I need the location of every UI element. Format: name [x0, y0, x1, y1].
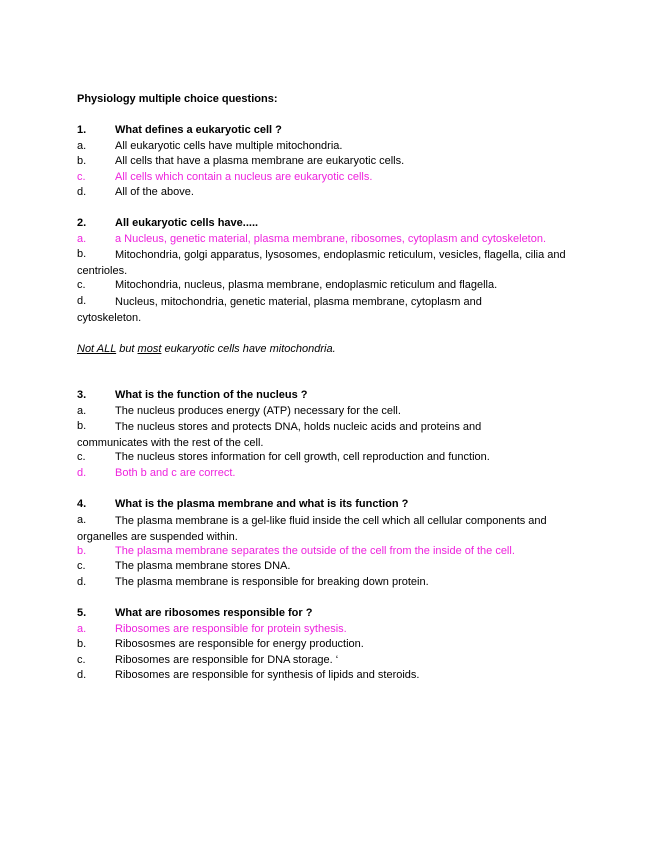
option-letter: c. — [77, 654, 86, 666]
option-letter: b. — [77, 248, 87, 260]
option-letter-correct: a. — [77, 623, 87, 635]
option-letter: d. — [77, 186, 87, 198]
option-text: The nucleus stores information for cell growth, cell reproduction and function. — [115, 451, 490, 463]
note-text: eukaryotic cells have mitochondria. — [161, 343, 336, 355]
option-letter: a. — [77, 140, 87, 152]
question-number: 5. — [77, 607, 87, 619]
option-text: Mitochondria, golgi apparatus, lysosomes, endoplasmic reticulum, vesicles, flagella, cilia and centrioles. — [77, 249, 566, 277]
option-text: Mitochondria, nucleus, plasma membrane, endoplasmic reticulum and flagella. — [115, 279, 498, 291]
option-letter: c. — [77, 560, 86, 572]
page-title: Physiology multiple choice questions: — [77, 93, 278, 105]
option-text-correct: Ribosomes are responsible for protein sythesis. — [115, 623, 347, 635]
question-number: 1. — [77, 124, 87, 136]
note-text: but — [116, 343, 138, 355]
question-number: 4. — [77, 498, 87, 510]
option-text-correct: Both b and c are correct. — [115, 467, 236, 479]
option-text: Ribosomes are responsible for DNA storage. ‘ — [115, 654, 339, 666]
option-letter-correct: d. — [77, 467, 87, 479]
option-letter: c. — [77, 451, 86, 463]
option-letter-correct: a. — [77, 233, 87, 245]
option-text: All cells that have a plasma membrane are eukaryotic cells. — [115, 155, 405, 167]
option-letter-correct: c. — [77, 171, 86, 183]
option-text: The nucleus produces energy (ATP) necessary for the cell. — [115, 405, 401, 417]
question-text: What is the plasma membrane and what is its function ? — [115, 498, 409, 510]
question-text: What defines a eukaryotic cell ? — [115, 124, 282, 136]
option-text: The nucleus stores and protects DNA, holds nucleic acids and proteins and communicates with the rest of the cell. — [77, 421, 482, 449]
option-letter: d. — [77, 576, 87, 588]
option-letter: d. — [77, 669, 87, 681]
option-letter: d. — [77, 295, 87, 307]
option-letter: b. — [77, 638, 87, 650]
question-number: 2. — [77, 217, 87, 229]
option-text: The plasma membrane stores DNA. — [115, 560, 291, 572]
note-underlined: Not ALL — [77, 343, 117, 355]
option-text: Ribosomes are responsible for synthesis of lipids and steroids. — [115, 669, 420, 681]
question-text: What is the function of the nucleus ? — [115, 389, 308, 401]
option-text: All of the above. — [115, 186, 194, 198]
question-number: 3. — [77, 389, 87, 401]
option-letter: b. — [77, 155, 87, 167]
option-letter: c. — [77, 279, 86, 291]
question-text: What are ribosomes responsible for ? — [115, 607, 313, 619]
option-letter: b. — [77, 420, 87, 432]
option-text-correct: The plasma membrane separates the outside of the cell from the inside of the cell. — [115, 545, 515, 557]
option-text-correct: All cells which contain a nucleus are eukaryotic cells. — [115, 171, 373, 183]
mitochondria-note — [77, 343, 336, 355]
option-text-correct: a Nucleus, genetic material, plasma membrane, ribosomes, cytoplasm and cytoskeleton. — [115, 233, 547, 245]
option-letter: a. — [77, 405, 87, 417]
option-text: All eukaryotic cells have multiple mitochondria. — [115, 140, 343, 152]
option-letter: a. — [77, 514, 87, 526]
option-text: Ribososmes are responsible for energy production. — [115, 638, 364, 650]
note-underlined: most — [137, 343, 162, 355]
option-text: Nucleus, mitochondria, genetic material, plasma membrane, cytoplasm and cytoskeleton. — [77, 296, 482, 324]
option-text: The plasma membrane is responsible for breaking down protein. — [115, 576, 429, 588]
question-text: All eukaryotic cells have..... — [115, 217, 259, 229]
option-letter-correct: b. — [77, 545, 87, 557]
option-text: The plasma membrane is a gel-like fluid inside the cell which all cellular components and organelles are suspended within. — [77, 515, 547, 543]
